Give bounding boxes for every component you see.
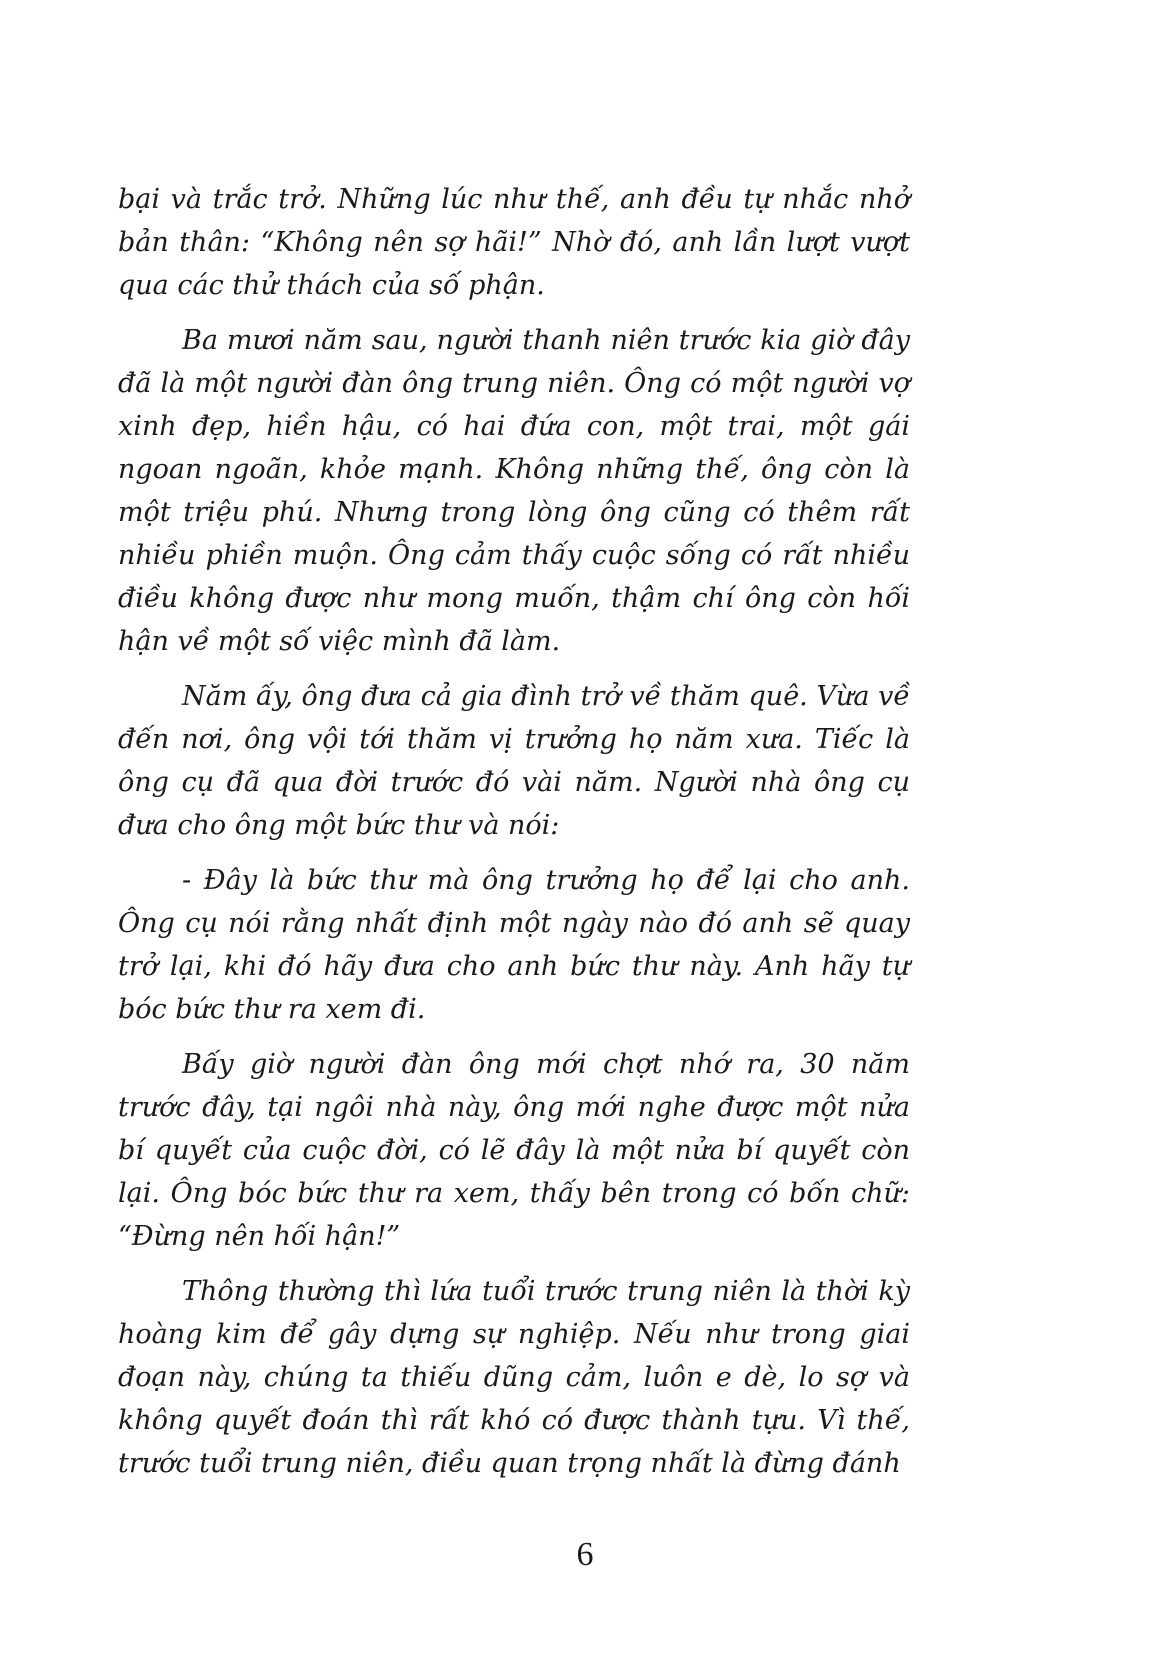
- paragraph-3: Năm ấy, ông đưa cả gia đình trở về thăm quê. Vừa về đến nơi, ông vội tới thăm vị trưởng họ năm xưa. Tiếc là ông cụ đã qua đời trước đó vài năm. Người nhà ông cụ đưa cho ông một bức thư và nói:: [118, 681, 910, 841]
- paragraph-4: - Đây là bức thư mà ông trưởng họ để lại cho anh. Ông cụ nói rằng nhất định một ngày nào đó anh sẽ quay trở lại, khi đó hãy đưa cho anh bức thư này. Anh hãy tự bóc bức thư ra xem đi.: [118, 865, 910, 1025]
- body-text: [118, 178, 910, 1497]
- paragraph-1: bại và trắc trở. Những lúc như thế, anh đều tự nhắc nhở bản thân: “Không nên sợ hãi!” Nhờ đó, anh lần lượt vượt qua các thử thách của số phận.: [118, 184, 910, 301]
- paragraph-2: Ba mươi năm sau, người thanh niên trước kia giờ đây đã là một người đàn ông trung niên. Ông có một người vợ xinh đẹp, hiền hậu, có hai đứa con, một trai, một gái ngoan ngoãn, khỏe mạnh. Không những thế, ông còn là một triệu phú. Nhưng trong lòng ông cũng có thêm rất nhiều phiền muộn. Ông cảm thấy cuộc sống có rất nhiều điều không được như mong muốn, thậm chí ông còn hối hận về một số việc mình đã làm.: [118, 325, 910, 657]
- paragraph-5: Bấy giờ người đàn ông mới chợt nhớ ra, 30 năm trước đây, tại ngôi nhà này, ông mới nghe được một nửa bí quyết của cuộc đời, có lẽ đây là một nửa bí quyết còn lại. Ông bóc bức thư ra xem, thấy bên trong có bốn chữ: “Đừng nên hối hận!”: [118, 1049, 910, 1252]
- paragraph-6: Thông thường thì lứa tuổi trước trung niên là thời kỳ hoàng kim để gây dựng sự nghiệp. Nếu như trong giai đoạn này, chúng ta thiếu dũng cảm, luôn e dè, lo sợ và không quyết đoán thì rất khó có được thành tựu. Vì thế, trước tuổi trung niên, điều quan trọng nhất là đừng đánh: [118, 1276, 910, 1479]
- page-number: 6: [576, 1536, 594, 1573]
